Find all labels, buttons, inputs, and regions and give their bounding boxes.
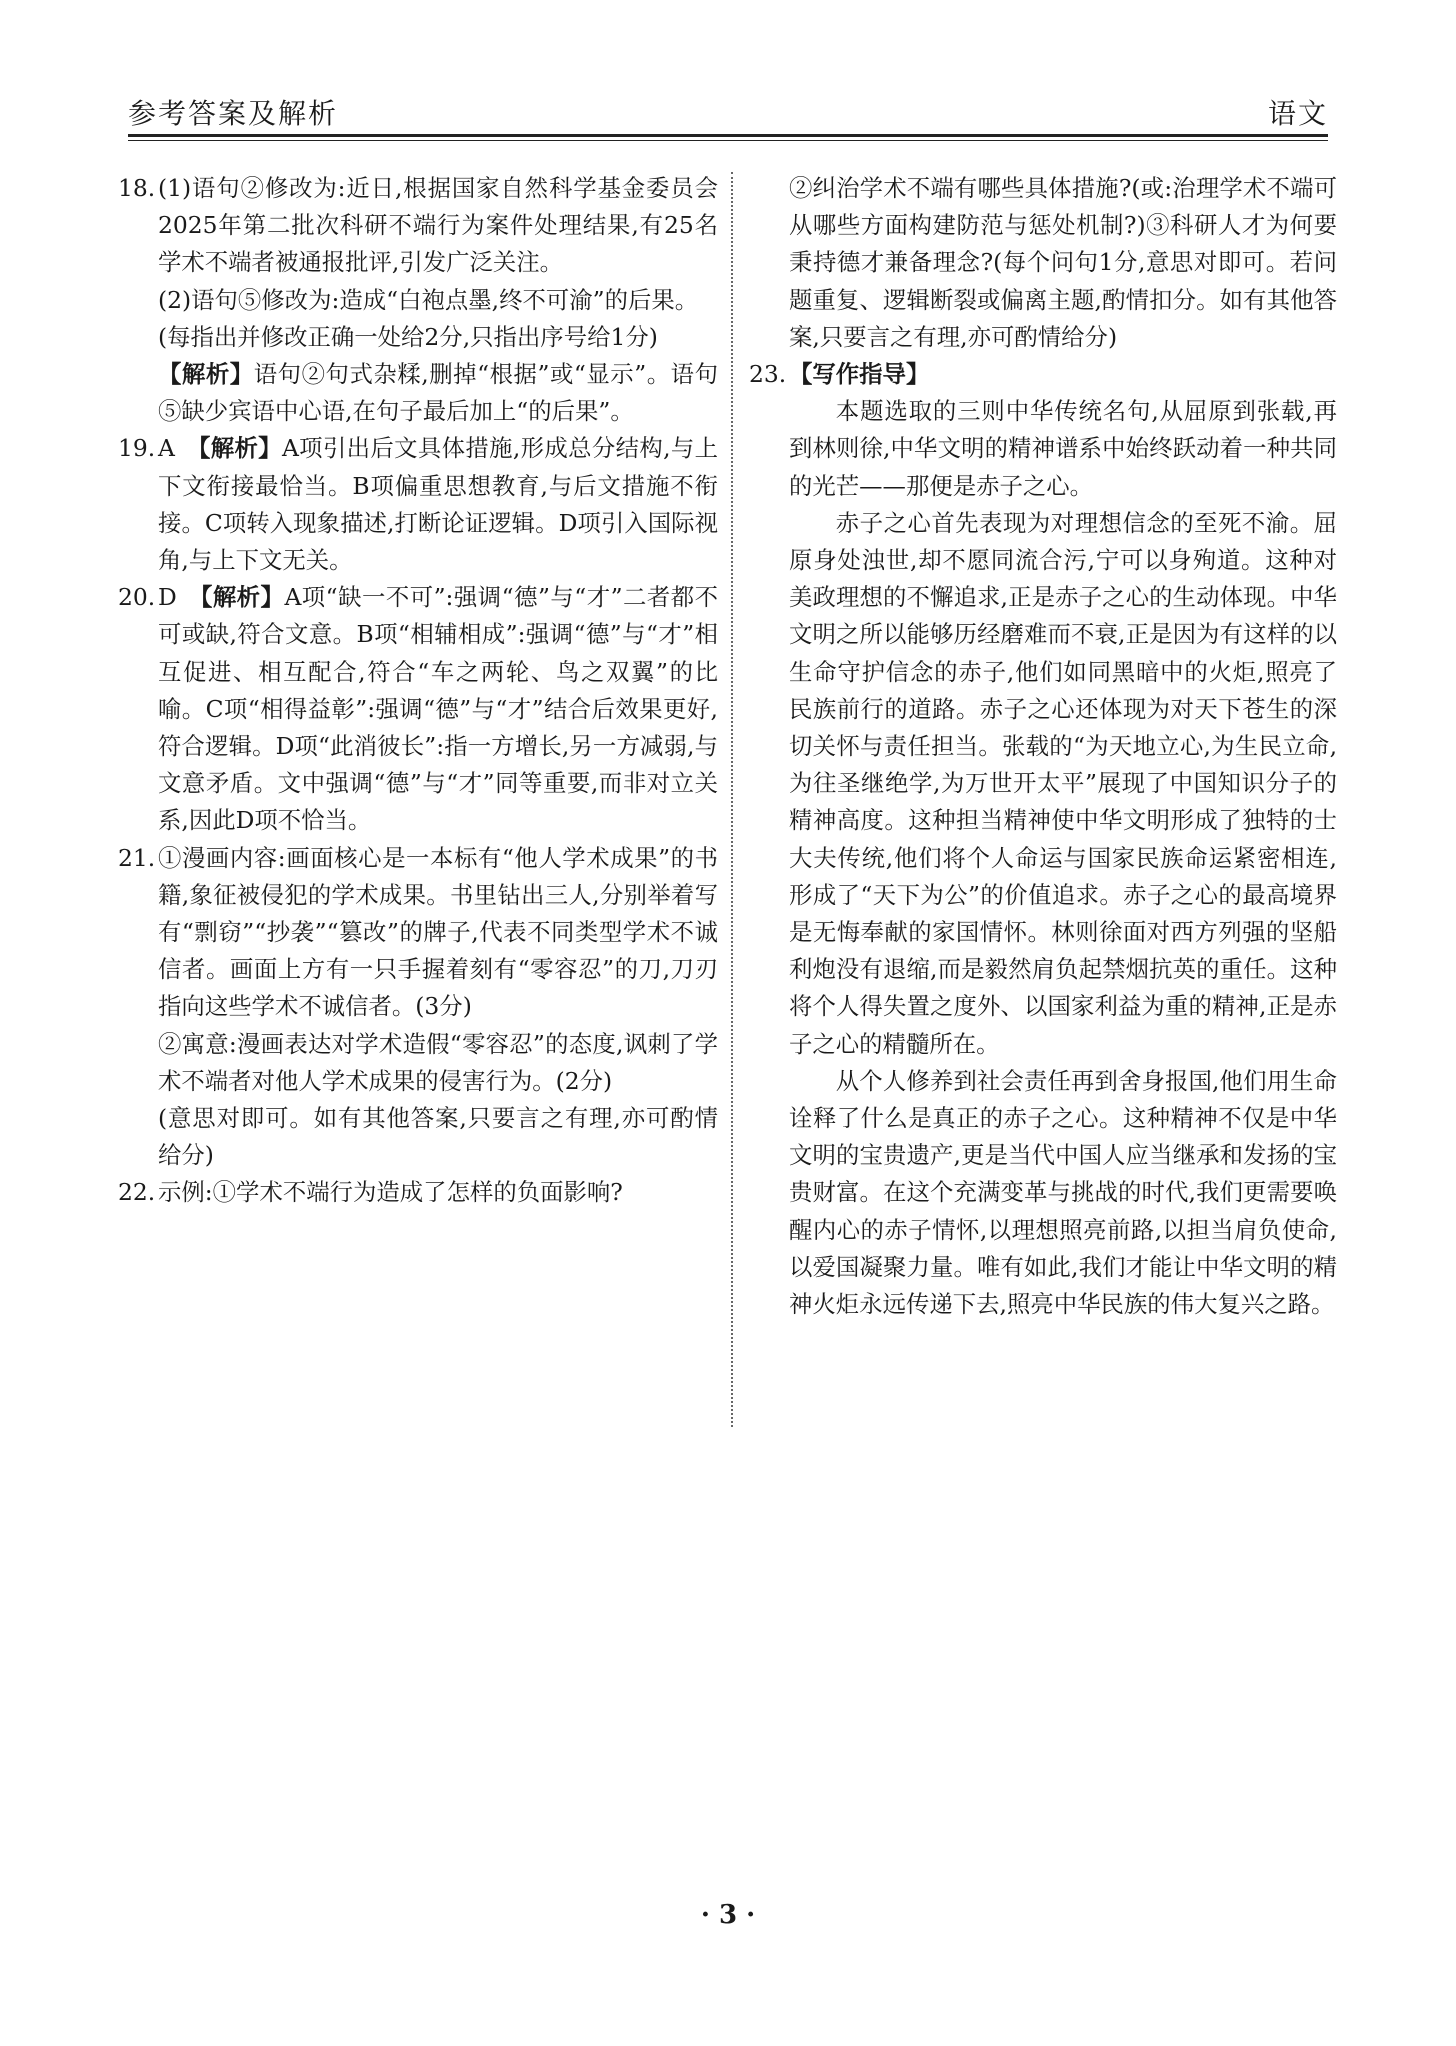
answer-19 [118,430,718,579]
question-number: 19. [118,434,156,463]
answer-20 [118,579,718,839]
header-title: 参考答案及解析 [128,97,339,130]
header-subject: 语文 [1267,97,1328,130]
question-number: 18. [118,174,156,202]
question-number: 21. [118,843,156,872]
analysis-tag: 【解析】 [186,434,282,463]
question-number: 22. [118,1178,156,1207]
essay-paragraph-3: 从个人修养到社会责任再到舍身报国,他们用生命诠释了什么是真正的赤子之心。这种精神不仅是中华文明的宝贵遗产,更是当代中国人应当继承和发扬的宝贵财富。在这个充满变革与挑战的时代,我们更需要唤醒内心的赤子情怀,以理想照亮前路,以担当肩负使命,以爱国凝聚力量。唯有如此,我们才能让中华文明的精神火炬永远传递下去,照亮中华民族的伟大复兴之路。 [789,1066,1337,1319]
essay-paragraph-2: 赤子之心首先表现为对理想信念的至死不渝。屈原身处浊世,却不愿同流合污,宁可以身殉道。这种对美政理想的不懈追求,正是赤子之心的生动体现。中华文明之所以能够历经磨难而不衰,正是因为有这样的以生命守护信念的赤子,他们如同黑暗中的火炬,照亮了民族前行的道路。赤子之心还体现为对天下苍生的深切关怀与责任担当。张载的“为天地立心,为生民立命,为往圣继绝学,为万世开太平”展现了中国知识分子的精神高度。这种担当精神使中华文明形成了独特的士大夫传统,他们将个人命运与国家民族命运紧密相连,形成了“天下为公”的价值追求。赤子之心的最高境界是无悔奉献的家国情怀。林则徐面对西方列强的坚船利炮没有退缩,而是毅然肩负起禁烟抗英的重任。这种将个人得失置之度外、以国家利益为重的精神,正是赤子之心的精髓所在。 [789,508,1337,1058]
answer-18-part1: (1)语句②修改为:近日,根据国家自然科学基金委员会2025年第二批次科研不端行为案件处理结果,有25名学术不端者被通报批评,引发广泛关注。 [158,174,718,277]
answer-21 [118,840,718,1175]
analysis-text: 语句②句式杂糅,删掉“根据”或“显示”。语句⑤缺少宾语中心语,在句子最后加上“的后果”。 [158,360,718,426]
page-number: · 3 · [700,1900,756,1930]
answer-23 [749,356,1337,393]
answer-20-body [158,579,718,839]
analysis-tag: 【解析】 [188,583,285,612]
answer-21-content: ①漫画内容:画面核心是一本标有“他人学术成果”的书籍,象征被侵犯的学术成果。书里钻出三人,分别举着写有“剽窃”“抄袭”“篡改”的牌子,代表不同类型学术不诚信者。画面上方有一只手握着刻有“零容忍”的刀,刀刃指向这些学术不诚信者。(3分) [158,843,718,1021]
question-number: 20. [118,583,156,612]
answer-22 [118,1174,718,1211]
answer-22-continued: ②纠治学术不端有哪些具体措施?(或:治理学术不端可从哪些方面构建防范与惩处机制?)③科研人才为何要秉持德才兼备理念?(每个问句1分,意思对即可。若问题重复、逻辑断裂或偏离主题,酌情扣分。如有其他答案,只要言之有理,亦可酌情给分) [789,174,1337,351]
answer-18-scoring: (每指出并修改正确一处给2分,只指出序号给1分) [158,322,658,351]
answer-choice: D [158,583,177,612]
essay-paragraph-1: 本题选取的三则中华传统名句,从屈原到张载,再到林则徐,中华文明的精神谱系中始终跃动着一种共同的光芒——那便是赤子之心。 [789,397,1337,500]
header-rule-thin [128,140,1328,141]
answer-18-analysis [158,356,718,430]
answer-21-meaning: ②寓意:漫画表达对学术造假“零容忍”的态度,讽刺了学术不端者对他人学术成果的侵害行为。(2分) [158,1029,718,1095]
page-header [128,88,1328,134]
question-number: 23. [749,360,787,389]
answer-18-part2: (2)语句⑤修改为:造成“白袍点墨,终不可渝”的后果。 [158,285,699,314]
column-divider [731,172,733,1427]
header-rule-thick [128,134,1328,137]
answer-21-scoring: (意思对即可。如有其他答案,只要言之有理,亦可酌情给分) [158,1104,718,1170]
answer-22-part1: 示例:①学术不端行为造成了怎样的负面影响? [158,1178,623,1207]
answer-18 [118,170,718,430]
answer-19-body [158,430,718,579]
analysis-tag: 【解析】 [158,360,254,389]
analysis-text: A项引出后文具体措施,形成总分结构,与上下文衔接最恰当。B项偏重思想教育,与后文措施不衔接。C项转入现象描述,打断论证逻辑。D项引入国际视角,与上下文无关。 [158,434,719,575]
writing-guide-tag: 【写作指导】 [789,360,930,389]
analysis-text: A项“缺一不可”:强调“德”与“才”二者都不可或缺,符合文意。B项“相辅相成”:强调“德”与“才”相互促进、相互配合,符合“车之两轮、鸟之双翼”的比喻。C项“相得益彰”:强调“德”与“才”结合后效果更好,符合逻辑。D项“此消彼长”:指一方增长,另一方减弱,与文意矛盾。文中强调“德”与“才”同等重要,而非对立关系,因此D项不恰当。 [158,583,719,835]
left-column [118,170,718,1212]
answer-choice: A [158,434,175,463]
right-column [749,170,1337,1323]
